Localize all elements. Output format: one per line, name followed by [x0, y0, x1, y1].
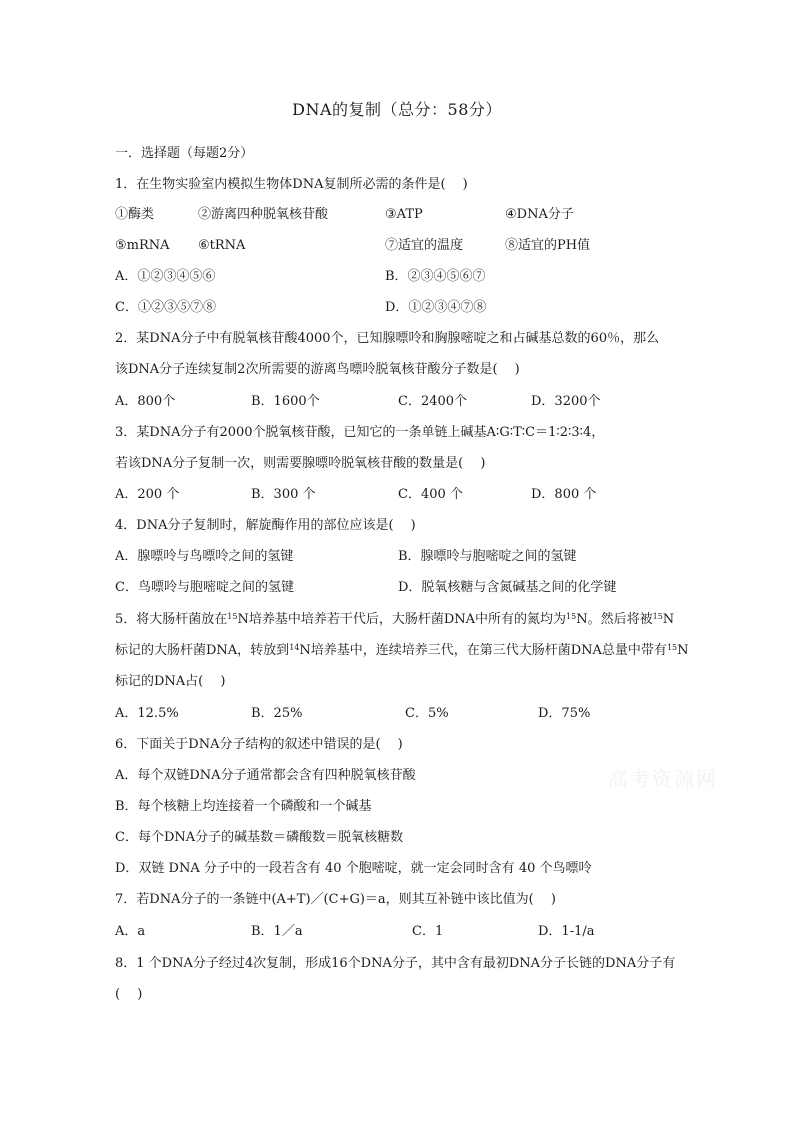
q2-option-b: B．1600个: [251, 394, 320, 409]
q2-option-a: A．800个: [115, 394, 176, 409]
q3-option-d: D．800 个: [531, 487, 597, 502]
watermark: 高考资源网: [608, 767, 718, 791]
q1-item-2: ②游离四种脱氧核苷酸: [198, 207, 329, 222]
q5-option-c: C．5%: [405, 706, 449, 721]
q1-option-d: D．①②③④⑦⑧: [385, 300, 487, 315]
question-3-stem-line1: 3．某DNA分子有2000个脱氧核苷酸，已知它的一条单链上碱基A∶G∶T∶C＝1∶2∶3∶4，: [115, 425, 605, 440]
q5-option-b: B．25%: [251, 706, 303, 721]
question-5-stem-line3: 标记的DNA占( ): [115, 674, 226, 689]
question-5-stem-line1: 5．将大肠杆菌放在$^{15}$N培养基中培养若干代后，大肠杆菌DNA中所有的氮均为$^{15}$N。然后将被$^{15}$N: [115, 612, 675, 627]
q2-option-c: C．2400个: [398, 394, 468, 409]
q4-option-a: A．腺嘌呤与鸟嘌呤之间的氢键: [115, 549, 294, 564]
q1-item-4: ④DNA分子: [505, 207, 574, 222]
q7-option-a: A．a: [115, 924, 146, 939]
question-3-stem-line2: 若该DNA分子复制一次，则需要腺嘌呤脱氧核苷酸的数量是( ): [115, 456, 486, 471]
question-7-stem: 7．若DNA分子的一条链中(A+T)／(C+G)＝a，则其互补链中该比值为( ): [115, 892, 556, 907]
question-2-stem-line1: 2．某DNA分子中有脱氧核苷酸4000个，已知腺嘌呤和胸腺嘧啶之和占碱基总数的60％，那么: [115, 331, 660, 346]
q6-option-b: B．每个核糖上均连接着一个磷酸和一个碱基: [115, 799, 372, 814]
q3-option-c: C．400 个: [398, 487, 463, 502]
q4-option-d: D．脱氧核糖与含氮碱基之间的化学键: [398, 580, 617, 595]
q3-option-b: B．300 个: [251, 487, 316, 502]
q2-option-d: D．3200个: [531, 394, 601, 409]
q1-item-3: ③ATP: [385, 207, 423, 222]
q1-item-6: ⑥tRNA: [198, 238, 246, 253]
q4-option-c: C．鸟嘌呤与胞嘧啶之间的氢键: [115, 580, 294, 595]
q5-option-a: A．12.5%: [115, 706, 179, 721]
question-1-stem: 1．在生物实验室内模拟生物体DNA复制所必需的条件是( ): [115, 177, 468, 192]
q4-option-b: B．腺嘌呤与胞嘧啶之间的氢键: [398, 549, 577, 564]
question-4-stem: 4．DNA分子复制时，解旋酶作用的部位应该是( ): [115, 518, 416, 533]
question-8-stem-line2: ( ): [115, 987, 143, 1002]
q1-item-5: ⑤mRNA: [115, 238, 170, 253]
q6-option-a: A．每个双链DNA分子通常都会含有四种脱氧核苷酸: [115, 768, 416, 783]
question-6-stem: 6．下面关于DNA分子结构的叙述中错误的是( ): [115, 737, 403, 752]
q1-option-b: B．②③④⑤⑥⑦: [385, 269, 486, 284]
question-5-stem-line2: 标记的大肠杆菌DNA，转放到$^{14}$N培养基中，连续培养三代，在第三代大肠杆菌DNA总量中带有$^{15}$N: [115, 643, 689, 658]
q6-option-d: D．双链 DNA 分子中的一段若含有 40 个胞嘧啶，就一定会同时含有 40 个鸟嘌呤: [115, 861, 592, 876]
question-8-stem-line1: 8．1 个DNA分子经过4次复制，形成16个DNA分子，其中含有最初DNA分子长链的DNA分子有: [115, 956, 676, 971]
question-2-stem-line2: 该DNA分子连续复制2次所需要的游离鸟嘌呤脱氧核苷酸分子数是( ): [115, 362, 520, 377]
q5-option-d: D．75%: [538, 706, 591, 721]
q7-option-b: B．1／a: [251, 924, 303, 939]
q7-option-d: D．1-1/a: [538, 924, 595, 939]
q1-option-a: A．①②③④⑤⑥: [115, 269, 216, 284]
q1-item-1: ①酶类: [115, 207, 155, 222]
q1-option-c: C．①②③⑤⑦⑧: [115, 300, 216, 315]
q6-option-c: C．每个DNA分子的碱基数＝磷酸数＝脱氧核糖数: [115, 830, 404, 845]
section-heading: 一．选择题（每题2分）: [115, 146, 254, 161]
q3-option-a: A．200 个: [115, 487, 180, 502]
q1-item-8: ⑧适宜的PH值: [505, 238, 591, 253]
q7-option-c: C．1: [412, 924, 444, 939]
page-title: DNA的复制（总分：58分）: [292, 100, 502, 119]
q1-item-7: ⑦适宜的温度: [385, 238, 464, 253]
